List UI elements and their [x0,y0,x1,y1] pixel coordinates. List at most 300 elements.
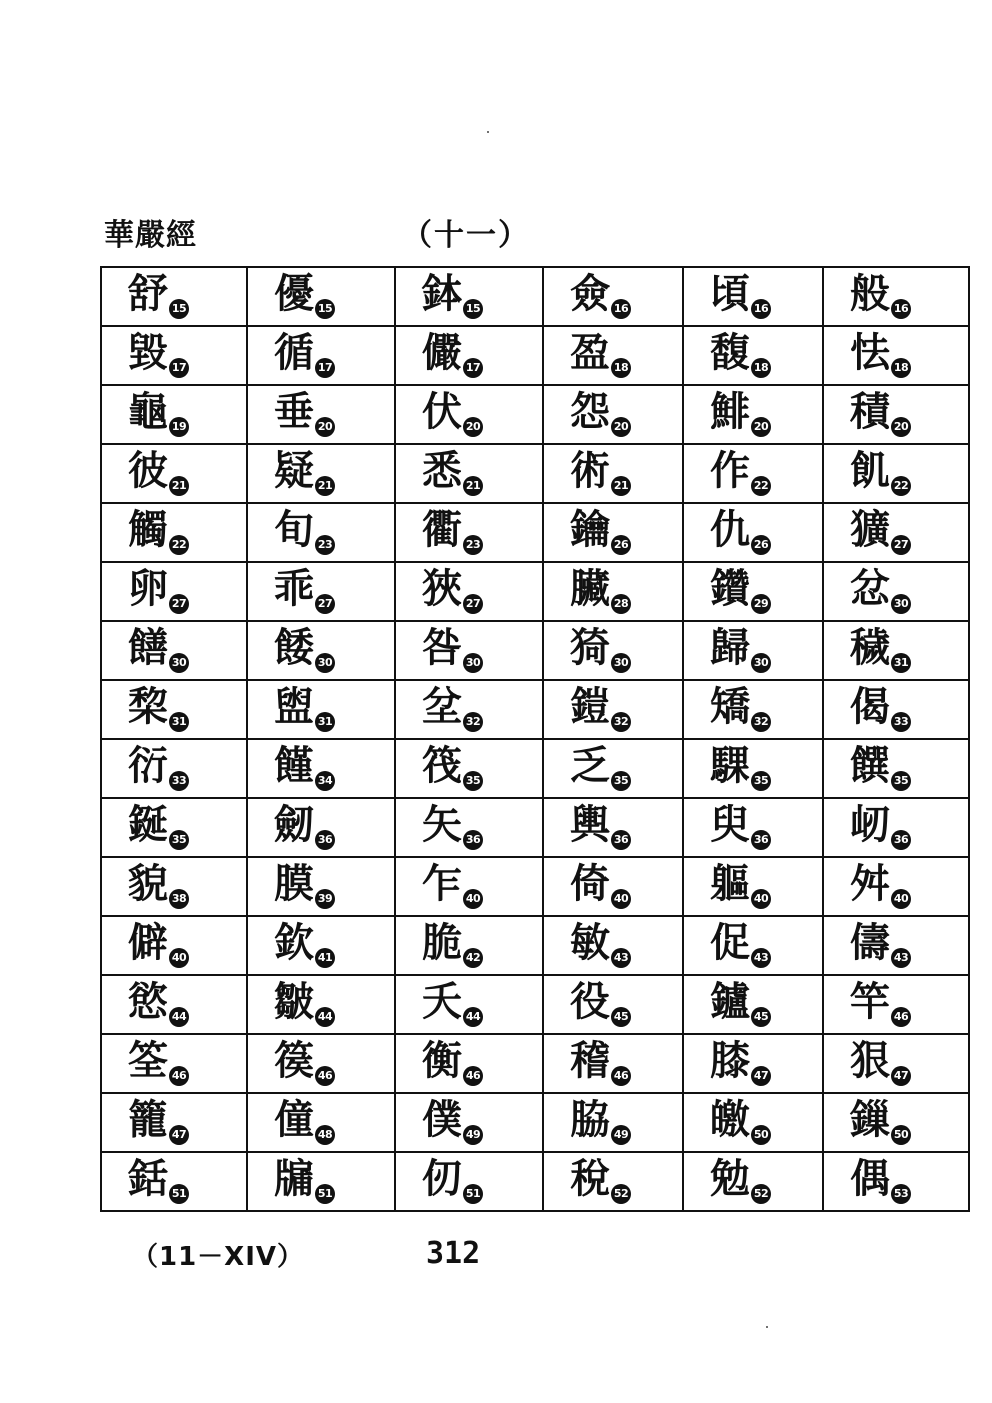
character-glyph: 仇 [710,505,750,553]
character-glyph: 慾 [128,977,168,1025]
table-row [101,857,969,916]
character-glyph: 膝 [710,1036,750,1084]
character-glyph: 儼 [422,328,462,376]
circled-reference-number: 17 [463,358,483,378]
table-row [101,975,969,1034]
character-glyph: 餧 [274,623,314,671]
circled-reference-number: 15 [169,299,189,319]
table-cell [101,1034,247,1093]
table-cell [543,739,683,798]
circled-reference-number: 46 [891,1007,911,1027]
circled-reference-number: 28 [611,594,631,614]
circled-reference-number: 45 [611,1007,631,1027]
character-glyph: 倚 [570,859,610,907]
table-cell [543,385,683,444]
circled-reference-number: 16 [891,299,911,319]
circled-reference-number: 26 [751,535,771,555]
circled-reference-number: 18 [611,358,631,378]
table-cell [395,621,543,680]
character-glyph: 垂 [274,387,314,435]
table-cell [543,326,683,385]
character-glyph: 饌 [850,741,890,789]
circled-reference-number: 33 [891,712,911,732]
circled-reference-number: 33 [169,771,189,791]
circled-reference-number: 27 [315,594,335,614]
circled-reference-number: 17 [315,358,335,378]
table-cell [395,444,543,503]
circled-reference-number: 43 [751,948,771,968]
character-glyph: 仞 [422,1154,462,1202]
character-glyph: 僕 [422,1095,462,1143]
circled-reference-number: 43 [611,948,631,968]
table-row [101,916,969,975]
circled-reference-number: 20 [315,417,335,437]
table-cell [395,562,543,621]
character-glyph: 乏 [570,741,610,789]
circled-reference-number: 18 [891,358,911,378]
table-cell [247,267,395,326]
table-cell [683,1152,823,1211]
table-cell [395,680,543,739]
table-cell [247,739,395,798]
circled-reference-number: 40 [751,889,771,909]
table-cell [101,739,247,798]
character-glyph: 鑪 [710,977,750,1025]
table-cell [543,1152,683,1211]
circled-reference-number: 44 [315,1007,335,1027]
table-cell [101,562,247,621]
circled-reference-number: 46 [169,1066,189,1086]
table-cell [823,326,969,385]
table-cell [823,798,969,857]
page-number: 312 [426,1236,481,1271]
character-glyph: 頃 [710,269,750,317]
table-cell [823,857,969,916]
circled-reference-number: 22 [891,476,911,496]
table-cell [823,1152,969,1211]
character-glyph: 盈 [570,328,610,376]
table-cell [683,562,823,621]
circled-reference-number: 52 [611,1184,631,1204]
table-cell [683,975,823,1034]
circled-reference-number: 21 [169,476,189,496]
circled-reference-number: 30 [315,653,335,673]
character-glyph: 優 [274,269,314,317]
table-cell [101,621,247,680]
table-cell [823,562,969,621]
table-cell [823,1034,969,1093]
circled-reference-number: 36 [463,830,483,850]
character-glyph: 觸 [128,505,168,553]
table-cell [395,1152,543,1211]
circled-reference-number: 16 [611,299,631,319]
table-cell [543,562,683,621]
character-glyph: 棃 [128,682,168,730]
table-cell [101,1152,247,1211]
character-glyph: 旬 [274,505,314,553]
circled-reference-number: 32 [751,712,771,732]
character-glyph: 舒 [128,269,168,317]
table-cell [823,503,969,562]
character-glyph: 筌 [128,1036,168,1084]
circled-reference-number: 38 [169,889,189,909]
table-cell [247,1034,395,1093]
circled-reference-number: 36 [751,830,771,850]
character-glyph: 積 [850,387,890,435]
table-cell [247,975,395,1034]
table-cell [543,1034,683,1093]
circled-reference-number: 46 [315,1066,335,1086]
circled-reference-number: 15 [315,299,335,319]
circled-reference-number: 40 [891,889,911,909]
table-row [101,739,969,798]
character-glyph: 勉 [710,1154,750,1202]
character-glyph: 猗 [570,623,610,671]
circled-reference-number: 23 [463,535,483,555]
circled-reference-number: 18 [751,358,771,378]
circled-reference-number: 26 [611,535,631,555]
circled-reference-number: 35 [751,771,771,791]
character-glyph: 毀 [128,328,168,376]
table-cell [543,680,683,739]
circled-reference-number: 48 [315,1125,335,1145]
circled-reference-number: 23 [315,535,335,555]
circled-reference-number: 36 [611,830,631,850]
table-cell [683,267,823,326]
circled-reference-number: 41 [315,948,335,968]
circled-reference-number: 22 [169,535,189,555]
circled-reference-number: 20 [891,417,911,437]
character-index-table [100,266,970,1212]
circled-reference-number: 47 [891,1066,911,1086]
table-cell [683,326,823,385]
table-cell [683,621,823,680]
circled-reference-number: 45 [751,1007,771,1027]
table-cell [247,857,395,916]
circled-reference-number: 27 [891,535,911,555]
table-row [101,562,969,621]
table-cell [395,503,543,562]
circled-reference-number: 27 [169,594,189,614]
table-cell [683,739,823,798]
character-glyph: 饉 [274,741,314,789]
character-glyph: 矢 [422,800,462,848]
circled-reference-number: 44 [463,1007,483,1027]
table-cell [247,562,395,621]
character-glyph: 作 [710,446,750,494]
table-cell [247,385,395,444]
table-cell [823,444,969,503]
circled-reference-number: 17 [169,358,189,378]
table-cell [101,1093,247,1152]
character-index-body [101,267,969,1211]
character-glyph: 劒 [274,800,314,848]
character-glyph: 般 [850,269,890,317]
character-glyph: 飢 [850,446,890,494]
character-glyph: 疑 [274,446,314,494]
circled-reference-number: 36 [891,830,911,850]
character-glyph: 脇 [570,1095,610,1143]
circled-reference-number: 30 [891,594,911,614]
circled-reference-number: 35 [891,771,911,791]
character-glyph: 狹 [422,564,462,612]
table-cell [395,385,543,444]
circled-reference-number: 35 [611,771,631,791]
character-glyph: 籠 [128,1095,168,1143]
table-row [101,621,969,680]
character-glyph: 篌 [274,1036,314,1084]
character-glyph: 皺 [274,977,314,1025]
table-cell [247,1093,395,1152]
sutra-title: 華嚴經 [104,218,197,253]
table-cell [543,1093,683,1152]
character-glyph: 鑰 [570,505,610,553]
scan-speck [487,131,489,133]
circled-reference-number: 42 [463,948,483,968]
character-glyph: 鑽 [710,564,750,612]
circled-reference-number: 46 [463,1066,483,1086]
table-cell [247,503,395,562]
character-glyph: 獷 [850,505,890,553]
character-glyph: 術 [570,446,610,494]
character-glyph: 坌 [422,682,462,730]
circled-reference-number: 43 [891,948,911,968]
circled-reference-number: 49 [463,1125,483,1145]
table-cell [543,798,683,857]
circled-reference-number: 30 [751,653,771,673]
circled-reference-number: 40 [611,889,631,909]
table-cell [823,621,969,680]
character-glyph: 乍 [422,859,462,907]
circled-reference-number: 47 [169,1125,189,1145]
character-glyph: 衡 [422,1036,462,1084]
table-cell [247,680,395,739]
table-cell [543,503,683,562]
circled-reference-number: 31 [891,653,911,673]
table-cell [543,267,683,326]
table-cell [101,444,247,503]
table-cell [683,1034,823,1093]
table-cell [247,916,395,975]
circled-reference-number: 36 [315,830,335,850]
character-glyph: 輿 [570,800,610,848]
circled-reference-number: 20 [611,417,631,437]
table-cell [101,385,247,444]
character-glyph: 悉 [422,446,462,494]
scan-speck [766,1326,768,1328]
table-cell [395,326,543,385]
circled-reference-number: 51 [315,1184,335,1204]
table-cell [823,975,969,1034]
table-cell [101,975,247,1034]
character-glyph: 矯 [710,682,750,730]
circled-reference-number: 52 [751,1184,771,1204]
character-glyph: 騍 [710,741,750,789]
circled-reference-number: 30 [463,653,483,673]
character-glyph: 偶 [850,1154,890,1202]
circled-reference-number: 21 [315,476,335,496]
table-cell [247,1152,395,1211]
character-glyph: 稽 [570,1036,610,1084]
character-glyph: 鎧 [570,682,610,730]
table-row [101,385,969,444]
character-glyph: 怨 [570,387,610,435]
circled-reference-number: 15 [463,299,483,319]
character-glyph: 怯 [850,328,890,376]
circled-reference-number: 34 [315,771,335,791]
table-cell [101,267,247,326]
table-cell [395,798,543,857]
character-glyph: 臟 [570,564,610,612]
circled-reference-number: 20 [463,417,483,437]
table-row [101,267,969,326]
character-glyph: 伏 [422,387,462,435]
table-cell [823,267,969,326]
table-cell [823,916,969,975]
character-glyph: 臾 [710,800,750,848]
circled-reference-number: 30 [611,653,631,673]
character-glyph: 役 [570,977,610,1025]
table-cell [395,1034,543,1093]
character-glyph: 夭 [422,977,462,1025]
circled-reference-number: 21 [611,476,631,496]
circled-reference-number: 40 [169,948,189,968]
character-glyph: 乖 [274,564,314,612]
character-glyph: 促 [710,918,750,966]
circled-reference-number: 27 [463,594,483,614]
table-cell [823,739,969,798]
character-glyph: 鯡 [710,387,750,435]
table-cell [823,680,969,739]
table-cell [395,857,543,916]
table-cell [823,1093,969,1152]
table-cell [683,857,823,916]
character-glyph: 衢 [422,505,462,553]
table-row [101,1152,969,1211]
circled-reference-number: 50 [751,1125,771,1145]
circled-reference-number: 35 [169,830,189,850]
table-cell [823,385,969,444]
table-cell [247,798,395,857]
circled-reference-number: 21 [463,476,483,496]
character-glyph: 銛 [128,1154,168,1202]
circled-reference-number: 49 [611,1125,631,1145]
character-glyph: 歸 [710,623,750,671]
character-glyph: 盥 [274,682,314,730]
table-cell [543,444,683,503]
table-cell [543,975,683,1034]
table-cell [543,916,683,975]
character-glyph: 彼 [128,446,168,494]
character-glyph: 鏁 [850,1095,890,1143]
character-glyph: 循 [274,328,314,376]
character-glyph: 忿 [850,564,890,612]
character-glyph: 筏 [422,741,462,789]
table-cell [101,326,247,385]
table-cell [395,916,543,975]
character-glyph: 僮 [274,1095,314,1143]
circled-reference-number: 35 [463,771,483,791]
character-glyph: 卵 [128,564,168,612]
character-glyph: 儔 [850,918,890,966]
character-glyph: 欽 [274,918,314,966]
table-cell [683,444,823,503]
table-row [101,680,969,739]
circled-reference-number: 16 [751,299,771,319]
table-row [101,444,969,503]
table-cell [247,326,395,385]
character-glyph: 脆 [422,918,462,966]
table-row [101,798,969,857]
table-row [101,1034,969,1093]
table-cell [101,680,247,739]
table-row [101,1093,969,1152]
table-cell [395,739,543,798]
circled-reference-number: 31 [315,712,335,732]
character-glyph: 龜 [128,387,168,435]
table-cell [683,1093,823,1152]
circled-reference-number: 40 [463,889,483,909]
circled-reference-number: 46 [611,1066,631,1086]
table-cell [683,385,823,444]
circled-reference-number: 39 [315,889,335,909]
table-cell [543,857,683,916]
table-cell [101,916,247,975]
table-cell [683,798,823,857]
table-cell [395,1093,543,1152]
circled-reference-number: 30 [169,653,189,673]
circled-reference-number: 19 [169,417,189,437]
circled-reference-number: 47 [751,1066,771,1086]
character-glyph: 饍 [128,623,168,671]
section-label: （11－XIV） [132,1242,305,1272]
table-cell [683,916,823,975]
circled-reference-number: 20 [751,417,771,437]
table-cell [101,857,247,916]
character-glyph: 貌 [128,859,168,907]
character-glyph: 軀 [710,859,750,907]
table-cell [683,503,823,562]
circled-reference-number: 51 [463,1184,483,1204]
character-glyph: 牖 [274,1154,314,1202]
character-glyph: 舛 [850,859,890,907]
character-glyph: 穢 [850,623,890,671]
character-glyph: 屻 [850,800,890,848]
circled-reference-number: 51 [169,1184,189,1204]
circled-reference-number: 32 [611,712,631,732]
character-glyph: 僉 [570,269,610,317]
character-glyph: 咎 [422,623,462,671]
volume-label: （十一） [402,218,530,253]
character-glyph: 竿 [850,977,890,1025]
character-glyph: 膜 [274,859,314,907]
circled-reference-number: 53 [891,1184,911,1204]
circled-reference-number: 31 [169,712,189,732]
character-glyph: 衍 [128,741,168,789]
table-cell [395,267,543,326]
table-cell [101,503,247,562]
circled-reference-number: 44 [169,1007,189,1027]
table-row [101,503,969,562]
table-cell [543,621,683,680]
character-glyph: 馥 [710,328,750,376]
table-cell [247,444,395,503]
character-glyph: 皦 [710,1095,750,1143]
character-glyph: 稅 [570,1154,610,1202]
table-cell [101,798,247,857]
table-cell [247,621,395,680]
table-row [101,326,969,385]
